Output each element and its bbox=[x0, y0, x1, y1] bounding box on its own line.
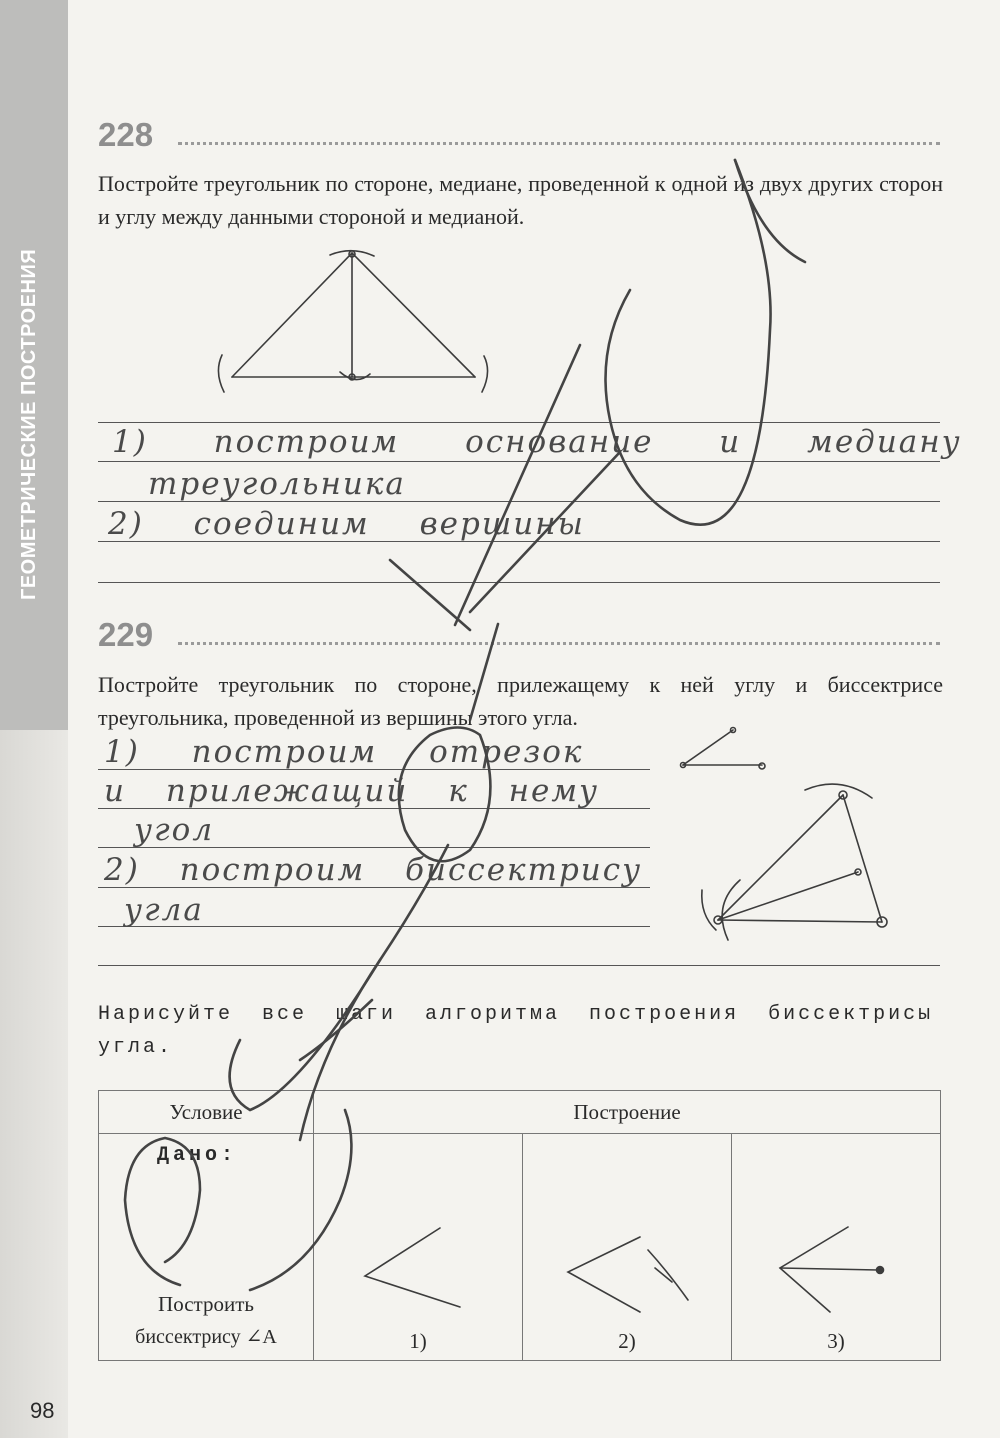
task-229-dotted-rule bbox=[178, 642, 940, 645]
handwritten-line: треугольника bbox=[148, 466, 406, 502]
task-229-statement: Постройте треугольник по стороне, прилежащему к ней углу и биссектрисе треугольника, проведенной из вершины этого угла. bbox=[98, 672, 943, 730]
given-label: Дано: bbox=[157, 1144, 238, 1167]
handwritten-line: 2) построим биссектрису bbox=[104, 852, 643, 888]
side-strip-lower bbox=[0, 730, 68, 1438]
step-cell-3 bbox=[732, 1134, 941, 1361]
handwritten-line: 2) соединим вершины bbox=[108, 506, 585, 542]
handwritten-line: и прилежащий к нему bbox=[104, 773, 600, 809]
step-label: 2) bbox=[618, 1329, 636, 1353]
triangle-228-drawing bbox=[218, 251, 487, 392]
page-number: 98 bbox=[30, 1398, 55, 1423]
step-cell-1 bbox=[314, 1134, 523, 1361]
step-label: 3) bbox=[827, 1329, 845, 1353]
task-228-header bbox=[98, 116, 940, 156]
handwritten-line: 1) построим основание и медиану bbox=[112, 424, 962, 460]
task-228-dotted-rule bbox=[178, 142, 940, 145]
answer-line bbox=[98, 965, 940, 966]
condition-cell bbox=[99, 1134, 314, 1361]
triangle-229-drawing bbox=[702, 784, 887, 940]
step-label: 1) bbox=[409, 1329, 427, 1353]
task-228-number: 228 bbox=[98, 116, 154, 153]
header-construction: Построение bbox=[314, 1091, 941, 1134]
answer-line bbox=[98, 582, 940, 583]
answer-line bbox=[98, 422, 940, 423]
header-condition: Условие bbox=[99, 1091, 314, 1134]
handwritten-line: угла bbox=[124, 892, 204, 928]
bisector-task-statement: Нарисуйте все шаги алгоритма построения биссектрисы угла. bbox=[98, 1003, 934, 1059]
construct-label: Построить bbox=[158, 1292, 254, 1316]
answer-line bbox=[98, 461, 940, 462]
task-229-header bbox=[98, 616, 940, 656]
step-cell-2 bbox=[523, 1134, 732, 1361]
handwritten-line: угол bbox=[134, 812, 215, 848]
task-228-statement: Постройте треугольник по стороне, медиане, проведенной к одной из двух других сторон и углу между данными стороной и медианой. bbox=[98, 171, 943, 229]
task-229-number: 229 bbox=[98, 616, 154, 653]
section-tab-label: ГЕОМЕТРИЧЕСКИЕ ПОСТРОЕНИЯ bbox=[18, 248, 40, 600]
handwritten-line: 1) построим отрезок bbox=[104, 734, 584, 770]
bisector-label: биссектрису ∠A bbox=[135, 1326, 277, 1348]
bisector-steps-table bbox=[98, 1090, 941, 1361]
